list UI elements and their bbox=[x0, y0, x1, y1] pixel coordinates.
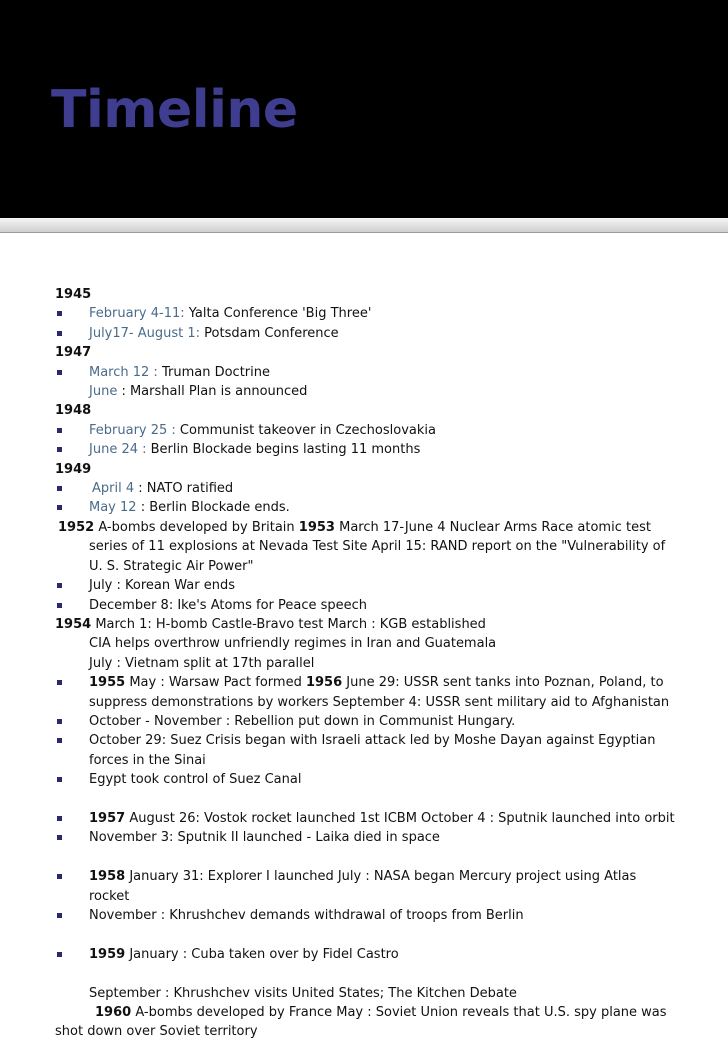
event-text: June 29: USSR sent tanks into Poznan, Poland, to bbox=[342, 675, 664, 691]
list-item bbox=[55, 498, 715, 517]
event-date: February 25 : bbox=[89, 422, 176, 438]
event-text: Potsdam Conference bbox=[200, 325, 339, 341]
list-item bbox=[55, 479, 715, 498]
list-item: July : Korean War ends bbox=[55, 576, 715, 595]
year-1954: 1954 bbox=[55, 616, 92, 632]
list-item: CIA helps overthrow unfriendly regimes in Iran and Guatemala bbox=[89, 636, 497, 652]
event-text: March 1: H-bomb Castle-Bravo test March : KGB established bbox=[91, 616, 486, 632]
list-item: October 29: Suez Crisis began with Israeli attack led by Moshe Dayan against Egyptian bbox=[55, 731, 715, 750]
list-item bbox=[55, 673, 715, 692]
spacer bbox=[55, 790, 715, 809]
list-item bbox=[55, 1003, 715, 1022]
list-item bbox=[55, 382, 715, 401]
year-1953: 1953 bbox=[298, 519, 335, 535]
event-date: June 24 : bbox=[89, 442, 147, 458]
year-1948: 1948 bbox=[55, 403, 92, 419]
event-text: A-bombs developed by France May : Soviet Union reveals that U.S. spy plane was bbox=[131, 1004, 667, 1020]
header-divider bbox=[0, 218, 728, 233]
spacer bbox=[55, 964, 715, 983]
list-item bbox=[55, 363, 715, 382]
year-1958: 1958 bbox=[89, 869, 126, 885]
event-text: : Berlin Blockade ends. bbox=[136, 500, 290, 516]
slide-title: Timeline bbox=[51, 80, 298, 140]
list-item bbox=[55, 809, 715, 828]
year-1956: 1956 bbox=[305, 675, 343, 691]
list-item-continued: shot down over Soviet territory bbox=[55, 1024, 258, 1040]
event-date: April 4 bbox=[92, 481, 135, 497]
list-item: October - November : Rebellion put down in Communist Hungary. bbox=[55, 712, 715, 731]
event-text: January : Cuba taken over by Fidel Castro bbox=[125, 946, 399, 962]
event-date: July17- August 1: bbox=[89, 325, 201, 341]
event-text: May : Warsaw Pact formed bbox=[125, 675, 306, 691]
event-date: February 4-11: bbox=[89, 306, 185, 322]
list-item: July : Vietnam split at 17th parallel bbox=[89, 655, 315, 671]
list-item: November 3: Sputnik II launched - Laika died in space bbox=[55, 828, 715, 847]
event-date: June bbox=[89, 384, 118, 400]
list-item bbox=[55, 421, 715, 440]
event-text: March 17-June 4 Nuclear Arms Race atomic test bbox=[334, 519, 651, 535]
list-item: December 8: Ike's Atoms for Peace speech bbox=[55, 596, 715, 615]
year-1949: 1949 bbox=[55, 461, 92, 477]
list-item-continued: forces in the Sinai bbox=[89, 752, 206, 768]
list-item-continued: suppress demonstrations by workers September 4: USSR sent military aid to Afghanistan bbox=[89, 694, 670, 710]
event-text: Communist takeover in Czechoslovakia bbox=[175, 422, 436, 438]
year-1952: 1952 bbox=[58, 519, 95, 535]
list-item bbox=[55, 324, 715, 343]
timeline-body bbox=[55, 285, 715, 1042]
event-text: Berlin Blockade begins lasting 11 months bbox=[146, 442, 421, 458]
list-item bbox=[55, 945, 715, 964]
event-text: Yalta Conference 'Big Three' bbox=[184, 306, 372, 322]
slide-header bbox=[0, 0, 728, 218]
event-text: August 26: Vostok rocket launched 1st ICBM October 4 : Sputnik launched into orbit bbox=[125, 810, 675, 826]
list-item-continued: series of 11 explosions at Nevada Test Site April 15: RAND report on the "Vulnerability of bbox=[89, 539, 666, 555]
list-item bbox=[55, 304, 715, 323]
year-1947: 1947 bbox=[55, 345, 92, 361]
list-item bbox=[55, 615, 715, 634]
event-text: Truman Doctrine bbox=[157, 364, 270, 380]
list-item bbox=[55, 518, 715, 537]
list-item: Egypt took control of Suez Canal bbox=[55, 770, 715, 789]
year-1945: 1945 bbox=[55, 287, 92, 302]
list-item bbox=[55, 440, 715, 459]
list-item-continued: U. S. Strategic Air Power" bbox=[89, 558, 254, 574]
year-1955: 1955 bbox=[89, 675, 126, 691]
event-text: January 31: Explorer I launched July : NASA began Mercury project using Atlas bbox=[125, 869, 637, 885]
list-item bbox=[55, 867, 715, 886]
list-item-continued: rocket bbox=[89, 888, 130, 904]
list-item: September : Khrushchev visits United States; The Kitchen Debate bbox=[89, 985, 517, 1001]
event-text: A-bombs developed by Britain bbox=[94, 519, 299, 535]
event-text: : NATO ratified bbox=[134, 481, 234, 497]
event-text: : Marshall Plan is announced bbox=[117, 384, 308, 400]
year-1959: 1959 bbox=[89, 946, 126, 962]
year-1957: 1957 bbox=[89, 810, 126, 826]
spacer bbox=[55, 848, 715, 867]
event-date: March 12 : bbox=[89, 364, 158, 380]
list-item: November : Khrushchev demands withdrawal of troops from Berlin bbox=[55, 906, 715, 925]
year-1960: 1960 bbox=[95, 1004, 132, 1020]
event-date: May 12 bbox=[89, 500, 137, 516]
spacer bbox=[55, 925, 715, 944]
